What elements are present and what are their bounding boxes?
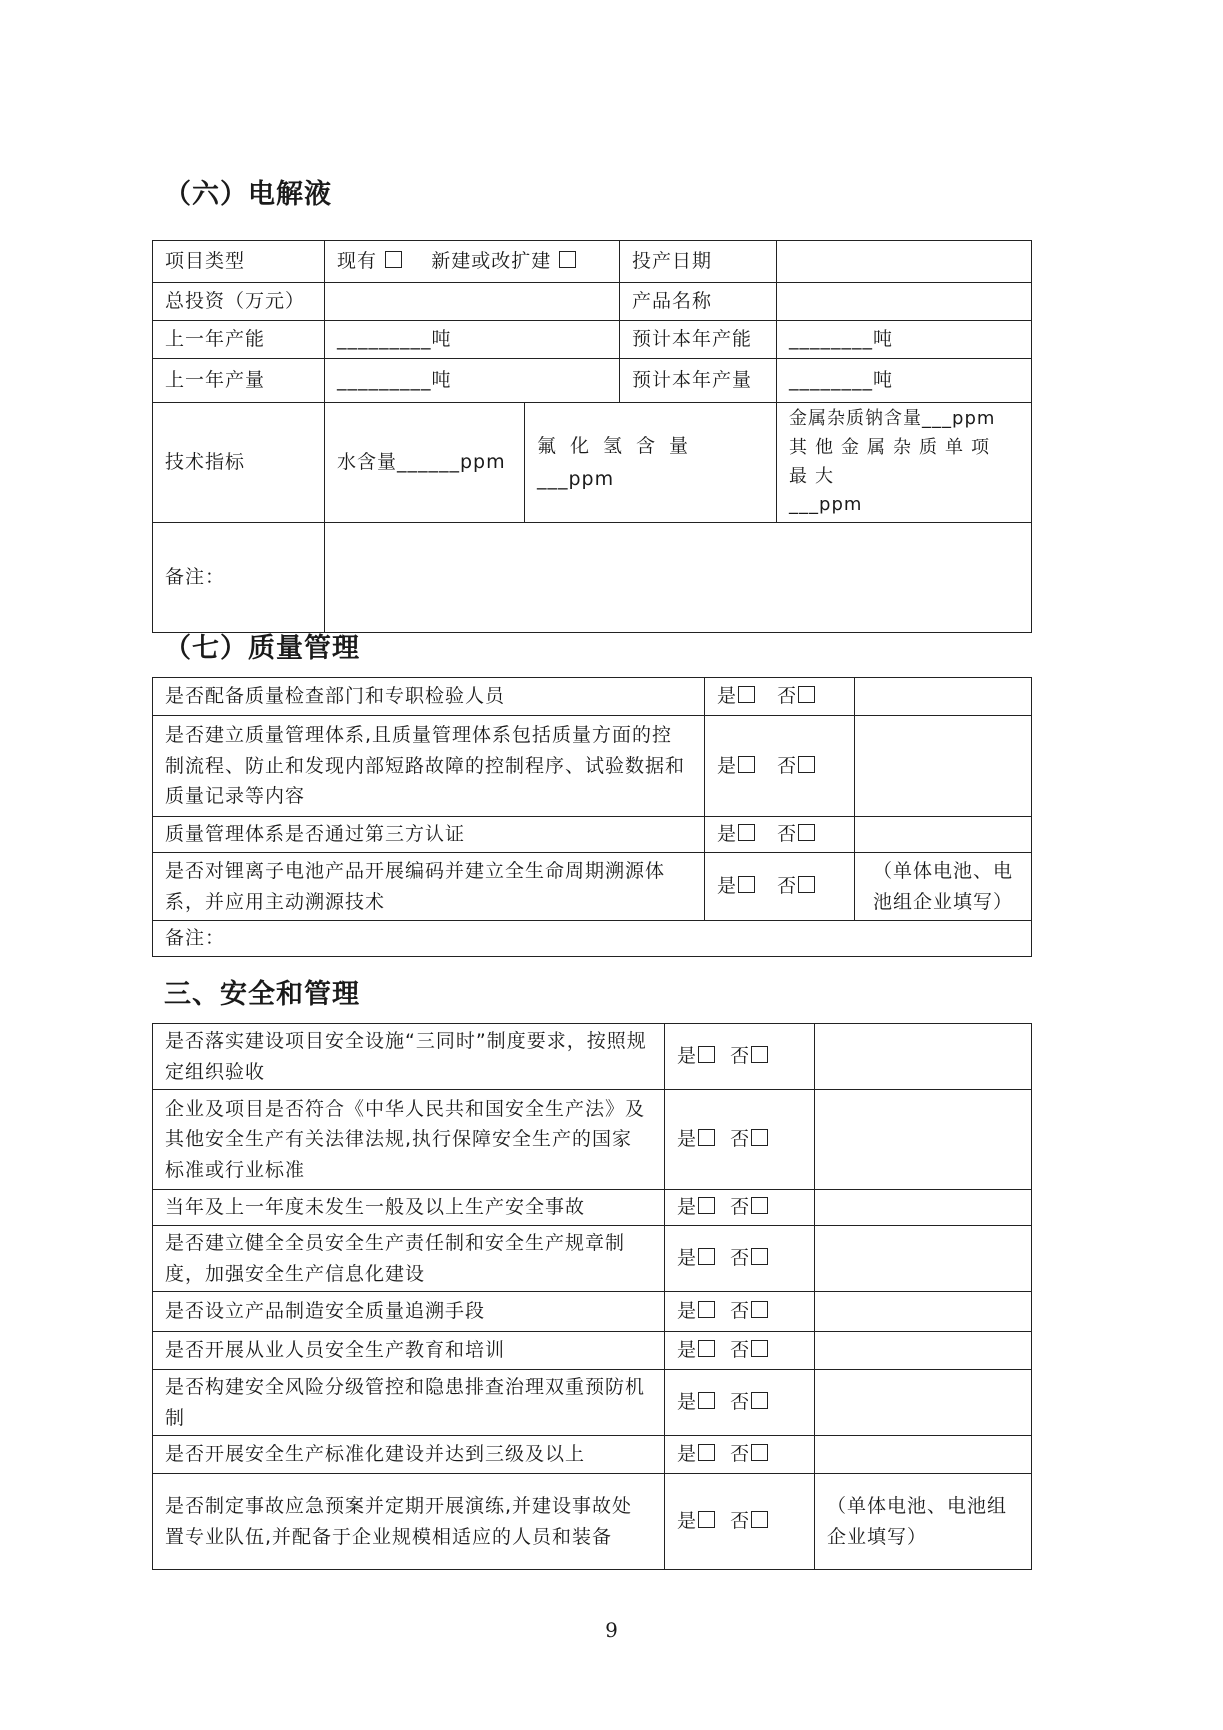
no-checkbox[interactable] bbox=[751, 1301, 768, 1318]
yes-checkbox[interactable] bbox=[698, 1444, 715, 1461]
new-expand-label: 新建或改扩建 bbox=[431, 250, 552, 273]
question: 是否开展从业人员安全生产教育和培训 bbox=[153, 1332, 665, 1370]
question: 是否构建安全风险分级管控和隐患排查治理双重预防机制 bbox=[153, 1370, 665, 1436]
existing-checkbox[interactable] bbox=[385, 251, 402, 268]
no-checkbox[interactable] bbox=[751, 1046, 768, 1063]
last-capacity-field[interactable]: _________吨 bbox=[325, 321, 620, 359]
no-checkbox[interactable] bbox=[798, 876, 815, 893]
yes-no-choice[interactable] bbox=[665, 1292, 815, 1332]
metal-line-2: 其他金属杂质单项最大 bbox=[789, 436, 998, 487]
yes-label: 是 bbox=[677, 1443, 698, 1466]
question: 是否设立产品制造安全质量追溯手段 bbox=[153, 1292, 665, 1332]
question: 当年及上一年度未发生一般及以上生产安全事故 bbox=[153, 1190, 665, 1226]
question: 是否对锂离子电池产品开展编码并建立全生命周期溯源体系，并应用主动溯源技术 bbox=[153, 853, 705, 921]
yes-label: 是 bbox=[677, 1196, 698, 1219]
yes-no-choice[interactable] bbox=[665, 1226, 815, 1292]
start-date-label: 投产日期 bbox=[620, 241, 777, 283]
note bbox=[815, 1024, 1032, 1090]
yes-checkbox[interactable] bbox=[698, 1248, 715, 1265]
yes-checkbox[interactable] bbox=[698, 1511, 715, 1528]
no-label: 否 bbox=[730, 1247, 751, 1270]
note bbox=[855, 678, 1032, 716]
no-checkbox[interactable] bbox=[751, 1392, 768, 1409]
question: 企业及项目是否符合《中华人民共和国安全生产法》及其他安全生产有关法律法规,执行保障安全生产的国家标准或行业标准 bbox=[153, 1090, 665, 1190]
yes-label: 是 bbox=[717, 754, 738, 777]
page-number: 9 bbox=[605, 1618, 618, 1642]
no-label: 否 bbox=[730, 1196, 751, 1219]
project-type-label: 项目类型 bbox=[153, 241, 325, 283]
yes-label: 是 bbox=[677, 1339, 698, 1362]
last-capacity-label: 上一年产能 bbox=[153, 321, 325, 359]
total-invest-label: 总投资（万元） bbox=[153, 283, 325, 321]
note bbox=[815, 1190, 1032, 1226]
new-expand-checkbox[interactable] bbox=[559, 251, 576, 268]
yes-checkbox[interactable] bbox=[698, 1301, 715, 1318]
metal-line-3: ___ppm bbox=[789, 494, 863, 516]
water-content[interactable]: 水含量______ppm bbox=[325, 403, 525, 523]
no-label: 否 bbox=[730, 1443, 751, 1466]
no-label: 否 bbox=[730, 1045, 751, 1068]
note: （单体电池、电池组企业填写） bbox=[815, 1474, 1032, 1570]
no-label: 否 bbox=[730, 1128, 751, 1151]
yes-label: 是 bbox=[677, 1300, 698, 1323]
yes-checkbox[interactable] bbox=[698, 1340, 715, 1357]
metal-line-1: 金属杂质钠含量___ppm bbox=[789, 408, 996, 429]
yes-checkbox[interactable] bbox=[698, 1129, 715, 1146]
yes-checkbox[interactable] bbox=[738, 686, 755, 703]
total-invest-field[interactable] bbox=[325, 283, 620, 321]
yes-label: 是 bbox=[677, 1391, 698, 1414]
no-label: 否 bbox=[730, 1339, 751, 1362]
last-output-field[interactable]: _________吨 bbox=[325, 359, 620, 403]
yes-checkbox[interactable] bbox=[738, 876, 755, 893]
no-label: 否 bbox=[777, 875, 798, 898]
yes-no-choice[interactable] bbox=[665, 1474, 815, 1570]
question: 是否建立质量管理体系,且质量管理体系包括质量方面的控制流程、防止和发现内部短路故障的控制程序、试验数据和质量记录等内容 bbox=[153, 716, 705, 817]
note bbox=[815, 1370, 1032, 1436]
yes-no-choice[interactable] bbox=[665, 1436, 815, 1474]
note bbox=[815, 1090, 1032, 1190]
yes-label: 是 bbox=[677, 1045, 698, 1068]
no-checkbox[interactable] bbox=[751, 1511, 768, 1528]
est-capacity-field[interactable]: ________吨 bbox=[777, 321, 1032, 359]
project-type-options bbox=[325, 241, 620, 283]
remark-field[interactable] bbox=[325, 523, 1032, 633]
no-label: 否 bbox=[730, 1300, 751, 1323]
existing-label: 现有 bbox=[337, 250, 378, 273]
est-output-label: 预计本年产量 bbox=[620, 359, 777, 403]
no-label: 否 bbox=[777, 685, 798, 708]
section-3-title: 三、安全和管理 bbox=[164, 979, 360, 1010]
note: （单体电池、电池组企业填写） bbox=[855, 853, 1032, 921]
yes-no-choice[interactable] bbox=[665, 1332, 815, 1370]
yes-checkbox[interactable] bbox=[738, 756, 755, 773]
yes-no-choice[interactable] bbox=[705, 817, 855, 853]
no-checkbox[interactable] bbox=[798, 686, 815, 703]
note bbox=[815, 1226, 1032, 1292]
product-name-field[interactable] bbox=[777, 283, 1032, 321]
note bbox=[815, 1292, 1032, 1332]
yes-no-choice[interactable] bbox=[705, 678, 855, 716]
no-checkbox[interactable] bbox=[798, 756, 815, 773]
quality-table bbox=[152, 677, 1032, 957]
yes-checkbox[interactable] bbox=[698, 1046, 715, 1063]
no-label: 否 bbox=[777, 823, 798, 846]
yes-no-choice[interactable] bbox=[665, 1190, 815, 1226]
no-checkbox[interactable] bbox=[798, 824, 815, 841]
yes-checkbox[interactable] bbox=[738, 824, 755, 841]
yes-label: 是 bbox=[717, 823, 738, 846]
no-checkbox[interactable] bbox=[751, 1248, 768, 1265]
note bbox=[855, 716, 1032, 817]
est-output-field[interactable]: ________吨 bbox=[777, 359, 1032, 403]
question: 是否配备质量检查部门和专职检验人员 bbox=[153, 678, 705, 716]
quality-remark[interactable]: 备注： bbox=[153, 921, 1032, 957]
yes-label: 是 bbox=[677, 1247, 698, 1270]
hf-content[interactable] bbox=[525, 403, 777, 523]
note bbox=[815, 1436, 1032, 1474]
yes-checkbox[interactable] bbox=[698, 1197, 715, 1214]
yes-no-choice[interactable] bbox=[705, 716, 855, 817]
yes-checkbox[interactable] bbox=[698, 1392, 715, 1409]
no-checkbox[interactable] bbox=[751, 1444, 768, 1461]
hf-value: ___ppm bbox=[537, 467, 615, 490]
section-7-title: （七）质量管理 bbox=[164, 633, 360, 664]
yes-no-choice[interactable] bbox=[665, 1370, 815, 1436]
yes-label: 是 bbox=[717, 685, 738, 708]
note bbox=[815, 1332, 1032, 1370]
yes-label: 是 bbox=[717, 875, 738, 898]
start-date-field[interactable] bbox=[777, 241, 1032, 283]
yes-label: 是 bbox=[677, 1128, 698, 1151]
question: 是否落实建设项目安全设施“三同时”制度要求，按照规定组织验收 bbox=[153, 1024, 665, 1090]
question: 是否建立健全全员安全生产责任制和安全生产规章制度，加强安全生产信息化建设 bbox=[153, 1226, 665, 1292]
no-label: 否 bbox=[730, 1391, 751, 1414]
question: 是否制定事故应急预案并定期开展演练,并建设事故处置专业队伍,并配备于企业规模相适应的人员和装备 bbox=[153, 1474, 665, 1570]
metal-content[interactable] bbox=[777, 403, 1032, 523]
tech-label: 技术指标 bbox=[153, 403, 325, 523]
product-name-label: 产品名称 bbox=[620, 283, 777, 321]
no-label: 否 bbox=[777, 754, 798, 777]
hf-label: 氟化氢含量 bbox=[537, 435, 703, 458]
safety-table bbox=[152, 1023, 1032, 1570]
yes-no-choice[interactable] bbox=[665, 1090, 815, 1190]
question: 质量管理体系是否通过第三方认证 bbox=[153, 817, 705, 853]
est-capacity-label: 预计本年产能 bbox=[620, 321, 777, 359]
yes-no-choice[interactable] bbox=[705, 853, 855, 921]
no-label: 否 bbox=[730, 1510, 751, 1533]
yes-no-choice[interactable] bbox=[665, 1024, 815, 1090]
last-output-label: 上一年产量 bbox=[153, 359, 325, 403]
question: 是否开展安全生产标准化建设并达到三级及以上 bbox=[153, 1436, 665, 1474]
yes-label: 是 bbox=[677, 1510, 698, 1533]
no-checkbox[interactable] bbox=[751, 1197, 768, 1214]
section-6-title: （六）电解液 bbox=[164, 179, 332, 210]
remark-label: 备注： bbox=[153, 523, 325, 633]
electrolyte-table bbox=[152, 240, 1032, 633]
note bbox=[855, 817, 1032, 853]
no-checkbox[interactable] bbox=[751, 1340, 768, 1357]
no-checkbox[interactable] bbox=[751, 1129, 768, 1146]
